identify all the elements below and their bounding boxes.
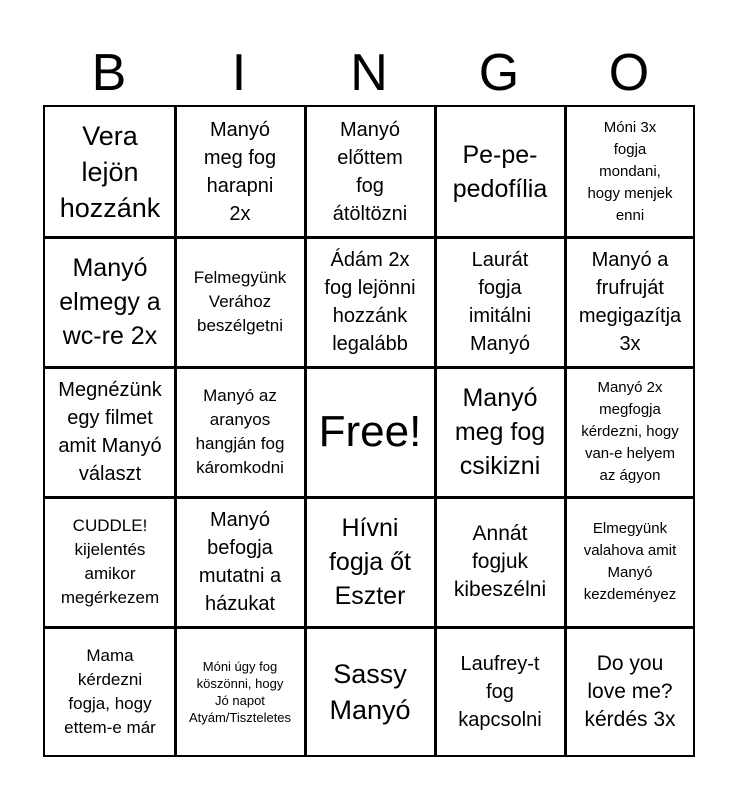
bingo-cell[interactable]: [435, 367, 565, 497]
bingo-cell[interactable]: [45, 107, 175, 237]
cell-text: Hívni fogja őt Eszter: [328, 514, 411, 610]
cell-text: Manyó befogja mutatni a házukat: [198, 509, 282, 615]
bingo-cell[interactable]: [175, 497, 305, 627]
bingo-cell[interactable]: [305, 107, 435, 237]
bingo-header: [44, 44, 694, 102]
header-letter-o: O: [608, 44, 650, 102]
bingo-cell[interactable]: [565, 107, 695, 237]
cell-text: Ádám 2x fog lejönni hozzánk legalább: [324, 249, 416, 355]
header-letter-b: B: [91, 44, 127, 102]
cell-text: Manyó a frufruját megigazítja 3x: [578, 249, 682, 355]
header-letter-n: N: [350, 44, 388, 102]
cell-text: Pe-pe- pedofília: [452, 141, 548, 203]
header-letter-i: I: [231, 44, 247, 102]
cell-text: Elmegyünk valahova amit Manyó kezdeményez: [583, 520, 677, 603]
bingo-cell[interactable]: [435, 237, 565, 367]
bingo-cell[interactable]: [305, 497, 435, 627]
bingo-cell[interactable]: [175, 107, 305, 237]
bingo-cell[interactable]: [45, 627, 175, 757]
bingo-cell[interactable]: [175, 237, 305, 367]
cell-text: Manyó az aranyos hangján fog káromkodni: [195, 386, 285, 477]
bingo-cell[interactable]: [175, 627, 305, 757]
cell-text: Annát fogjuk kibeszélni: [453, 522, 547, 601]
header-letter-g: G: [478, 44, 520, 102]
free-space-cell[interactable]: [305, 367, 435, 497]
cell-text: Felmegyünk Verához beszélgetni: [193, 268, 287, 335]
cell-text: Manyó 2x megfogja kérdezni, hogy van-e helyem az ágyon: [581, 379, 679, 484]
cell-text: Manyó előttem fog átöltözni: [332, 119, 408, 225]
cell-text: Sassy Manyó: [329, 659, 411, 725]
cell-text: Vera lejön hozzánk: [59, 121, 161, 223]
bingo-cell[interactable]: [305, 237, 435, 367]
cell-text: Laufrey-t fog kapcsolni: [458, 653, 542, 731]
cell-text: Do you love me? kérdés 3x: [584, 652, 676, 731]
bingo-cell[interactable]: [565, 497, 695, 627]
bingo-cell[interactable]: [435, 107, 565, 237]
cell-text: Móni 3x fogja mondani, hogy menjek enni: [587, 119, 673, 224]
bingo-grid: [43, 105, 695, 757]
bingo-cell[interactable]: [565, 367, 695, 497]
cell-text: Laurát fogja imitálni Manyó: [468, 249, 532, 355]
cell-text: Megnézünk egy filmet amit Manyó választ: [58, 379, 162, 485]
bingo-cell[interactable]: [565, 627, 695, 757]
bingo-cell[interactable]: [305, 627, 435, 757]
bingo-cell[interactable]: [565, 237, 695, 367]
cell-text: Free!: [318, 407, 422, 456]
bingo-cell[interactable]: [435, 627, 565, 757]
cell-text: Móni úgy fog köszönni, hogy Jó napot Atyám/Tiszteletes: [188, 659, 292, 725]
cell-text: CUDDLE! kijelentés amikor megérkezem: [60, 516, 160, 607]
cell-text: Manyó meg fog csikizni: [454, 384, 546, 480]
bingo-cell[interactable]: [45, 237, 175, 367]
bingo-cell[interactable]: [45, 497, 175, 627]
cell-text: Manyó elmegy a wc-re 2x: [59, 254, 161, 350]
cell-text: Manyó meg fog harapni 2x: [203, 119, 277, 225]
bingo-cell[interactable]: [175, 367, 305, 497]
bingo-cell[interactable]: [45, 367, 175, 497]
cell-text: Mama kérdezni fogja, hogy ettem-e már: [64, 646, 156, 737]
bingo-cell[interactable]: [435, 497, 565, 627]
